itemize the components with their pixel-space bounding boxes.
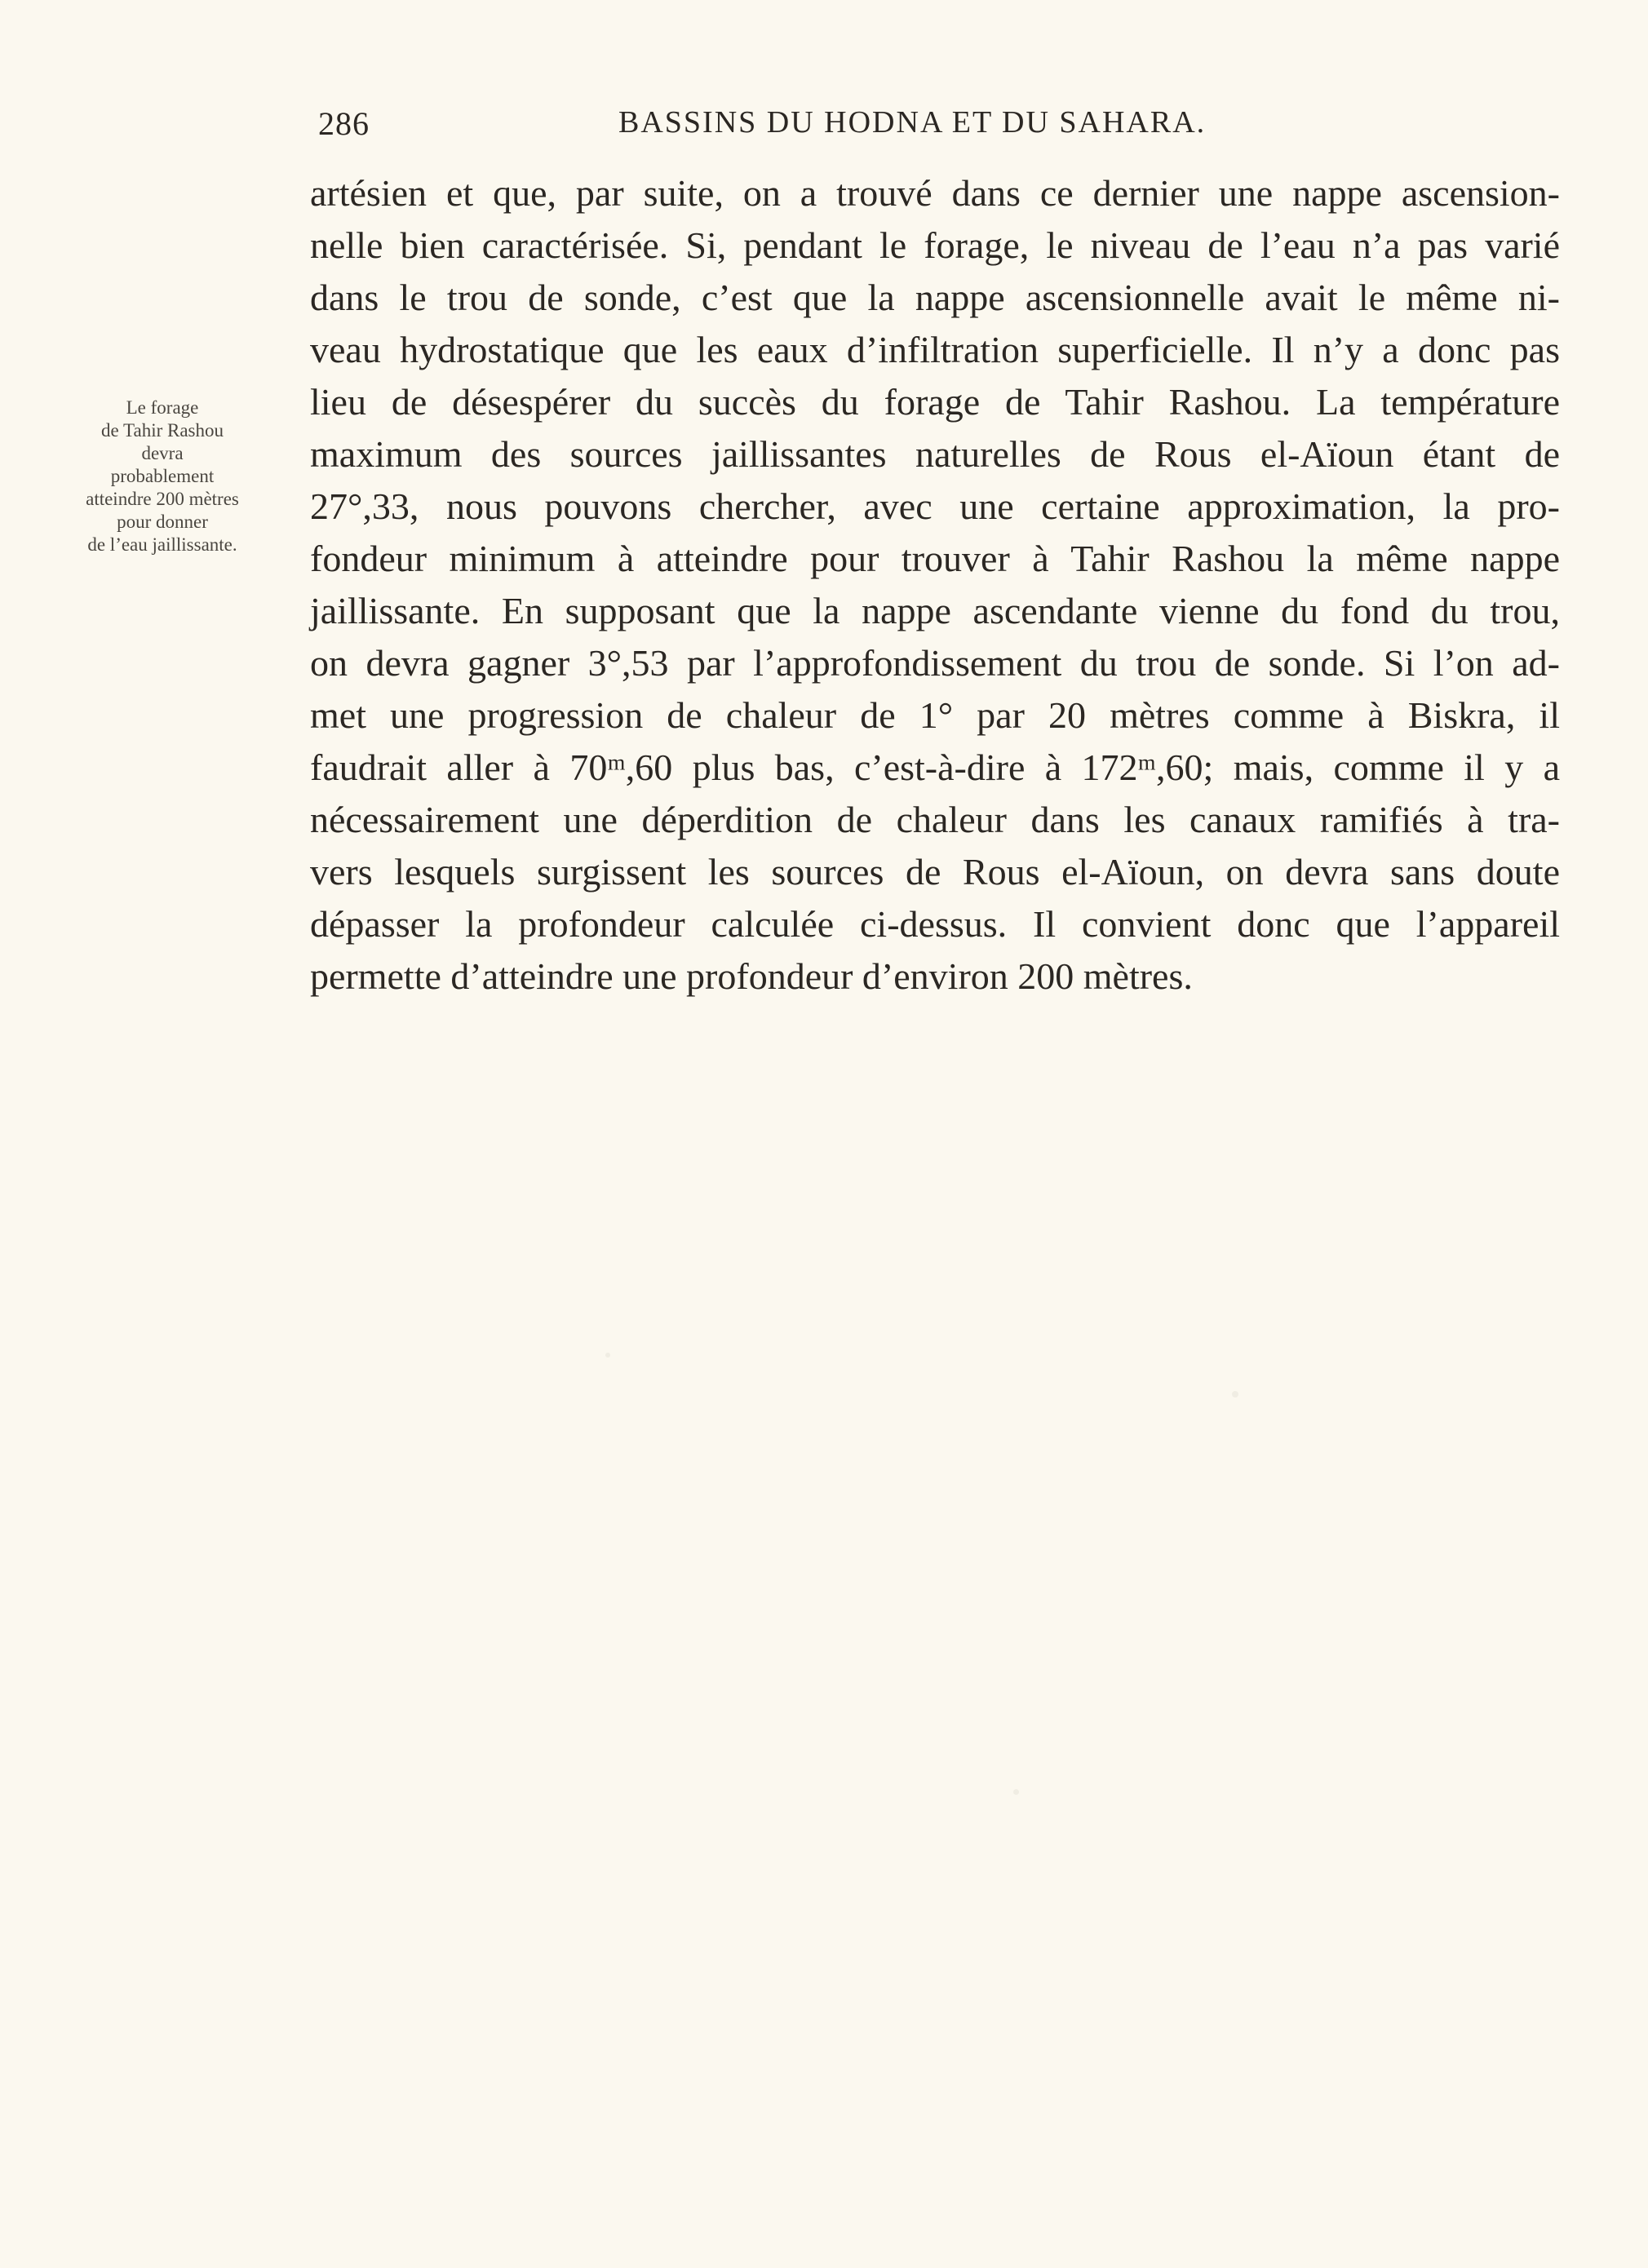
page-header [310, 104, 1560, 153]
body-line: fondeur minimum à atteindre pour trouver à Tahir Rashou la même nappe [310, 538, 1560, 579]
body-line: veau hydrostatique que les eaux d’infiltration superficielle. Il n’y a donc pas [310, 329, 1560, 370]
show-through-texture [318, 1020, 1558, 1999]
body-line: faudrait aller à 70ᵐ,60 plus bas, c’est-à-dire à 172ᵐ,60; mais, comme il y a [310, 746, 1560, 788]
margin-note-line: probablement [110, 466, 215, 486]
margin-note-line: devra [141, 443, 184, 463]
page-number: 286 [318, 105, 370, 142]
body-line: dépasser la profondeur calculée ci-dessus. Il convient donc que l’appareil [310, 903, 1560, 945]
margin-note-line: de Tahir Rashou [101, 420, 224, 441]
margin-note-line: atteindre 200 mètres [86, 489, 239, 509]
body-line-last: permette d’atteindre une profondeur d’environ 200 mètres. [310, 955, 1193, 997]
body-line: nécessairement une déperdition de chaleur dans les canaux ramifiés à tra- [310, 799, 1560, 840]
paper-spot [1013, 1789, 1019, 1795]
body-line: lieu de désespérer du succès du forage de Tahir Rashou. La température [310, 381, 1560, 423]
body-line: vers lesquels surgissent les sources de Rous el-Aïoun, on devra sans doute [310, 851, 1560, 893]
paper-spot [1232, 1391, 1238, 1398]
body-line: maximum des sources jaillissantes naturelles de Rous el-Aïoun étant de [310, 433, 1560, 475]
paper-spot [605, 1353, 610, 1358]
body-paragraph [310, 167, 1560, 1003]
running-title: BASSINS DU HODNA ET DU SAHARA. [618, 105, 1207, 140]
body-line: dans le trou de sonde, c’est que la nappe ascensionnelle avait le même ni- [310, 277, 1560, 318]
body-line: met une progression de chaleur de 1° par 20 mètres comme à Biskra, il [310, 694, 1560, 736]
margin-note-line: de l’eau jaillissante. [87, 534, 237, 555]
body-line: jaillissante. En supposant que la nappe ascendante vienne du fond du trou, [310, 590, 1560, 631]
body-line: artésien et que, par suite, on a trouvé dans ce dernier une nappe ascension- [310, 172, 1560, 214]
body-line: nelle bien caractérisée. Si, pendant le forage, le niveau de l’eau n’a pas varié [310, 224, 1560, 266]
margin-note-line: pour donner [117, 512, 208, 532]
body-line: on devra gagner 3°,53 par l’approfondissement du trou de sonde. Si l’on ad- [310, 642, 1560, 684]
body-line: 27°,33, nous pouvons chercher, avec une certaine approximation, la pro- [310, 485, 1560, 527]
margin-note [52, 396, 272, 556]
margin-note-line: Le forage [126, 397, 199, 418]
